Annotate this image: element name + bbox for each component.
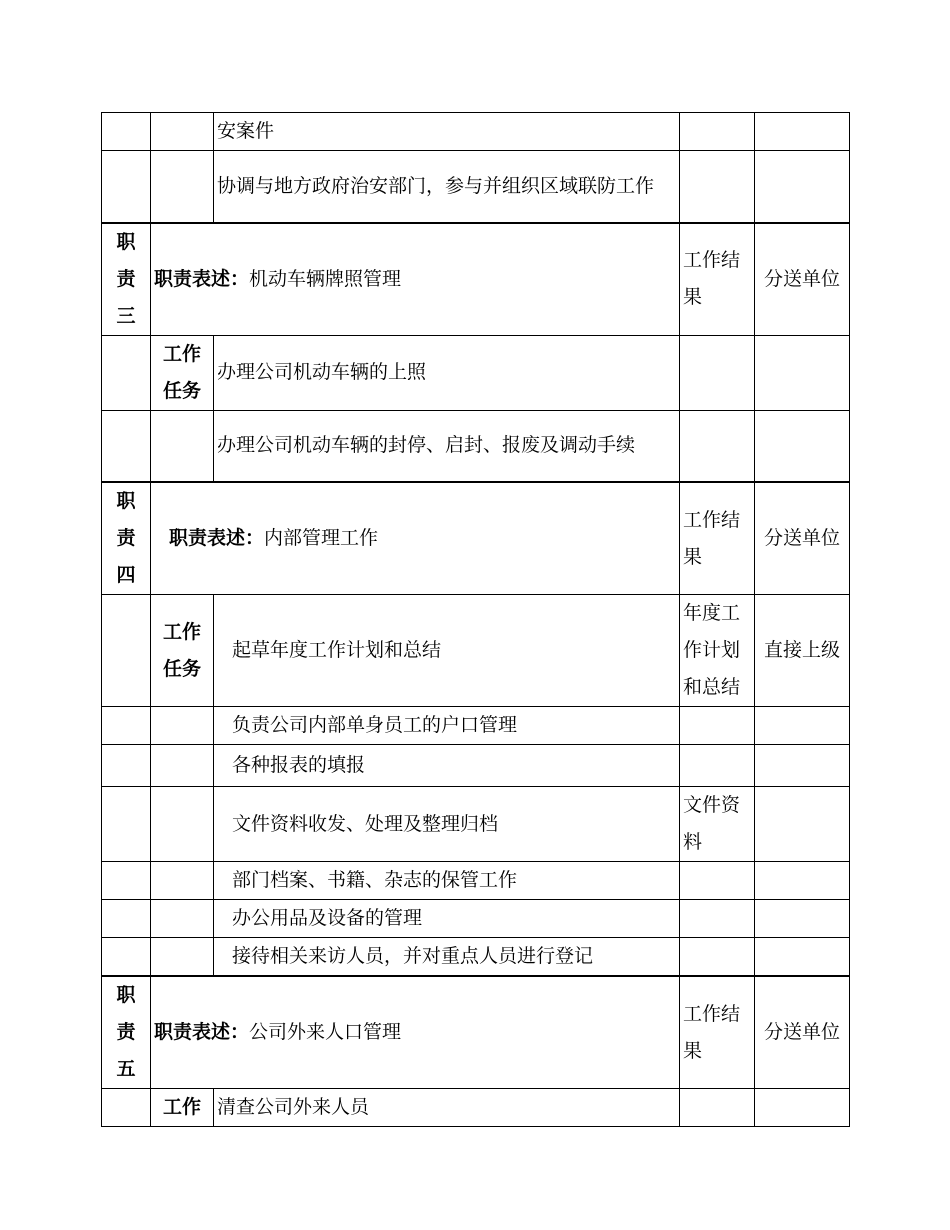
task-text: 安案件 [214, 113, 680, 151]
table-row [102, 745, 850, 787]
task-text: 接待相关来访人员，并对重点人员进行登记 [214, 938, 680, 977]
task-result: 文件资料 [680, 787, 755, 862]
table-row [102, 707, 850, 745]
result-header: 工作结果 [680, 976, 755, 1089]
table-row [102, 335, 850, 410]
task-text: 办公用品及设备的管理 [214, 900, 680, 938]
table-row [102, 900, 850, 938]
duty-label: 职 责 五 [102, 976, 151, 1089]
task-label: 工作任务 [151, 595, 214, 707]
task-text: 清查公司外来人员 [214, 1089, 680, 1127]
job-duty-table [101, 112, 850, 1127]
task-label: 工作 [151, 1089, 214, 1127]
task-recipient: 直接上级 [755, 595, 850, 707]
task-result: 年度工作计划和总结 [680, 595, 755, 707]
table-row [102, 938, 850, 977]
table-row [102, 151, 850, 223]
duty-description: 职责表述：机动车辆牌照管理 [151, 223, 680, 336]
recipient-header: 分送单位 [755, 223, 850, 336]
recipient-header: 分送单位 [755, 482, 850, 595]
duty-header-row [102, 482, 850, 595]
table-row [102, 113, 850, 151]
task-text: 文件资料收发、处理及整理归档 [214, 787, 680, 862]
duty-description: 职责表述：内部管理工作 [151, 482, 680, 595]
task-label: 工作任务 [151, 335, 214, 410]
duty-label: 职 责 三 [102, 223, 151, 336]
task-text: 办理公司机动车辆的封停、启封、报废及调动手续 [214, 410, 680, 482]
duty-header-row [102, 976, 850, 1089]
task-text: 起草年度工作计划和总结 [214, 595, 680, 707]
table-row [102, 1089, 850, 1127]
result-header: 工作结果 [680, 223, 755, 336]
duty-header-row [102, 223, 850, 336]
task-text: 各种报表的填报 [214, 745, 680, 787]
task-text: 部门档案、书籍、杂志的保管工作 [214, 862, 680, 900]
duty-description: 职责表述：公司外来人口管理 [151, 976, 680, 1089]
result-header: 工作结果 [680, 482, 755, 595]
table-row [102, 595, 850, 707]
recipient-header: 分送单位 [755, 976, 850, 1089]
task-text: 办理公司机动车辆的上照 [214, 335, 680, 410]
table-row [102, 862, 850, 900]
duty-label: 职 责 四 [102, 482, 151, 595]
table-row [102, 410, 850, 482]
table-row [102, 787, 850, 862]
task-text: 协调与地方政府治安部门，参与并组织区域联防工作 [214, 151, 680, 223]
task-text: 负责公司内部单身员工的户口管理 [214, 707, 680, 745]
